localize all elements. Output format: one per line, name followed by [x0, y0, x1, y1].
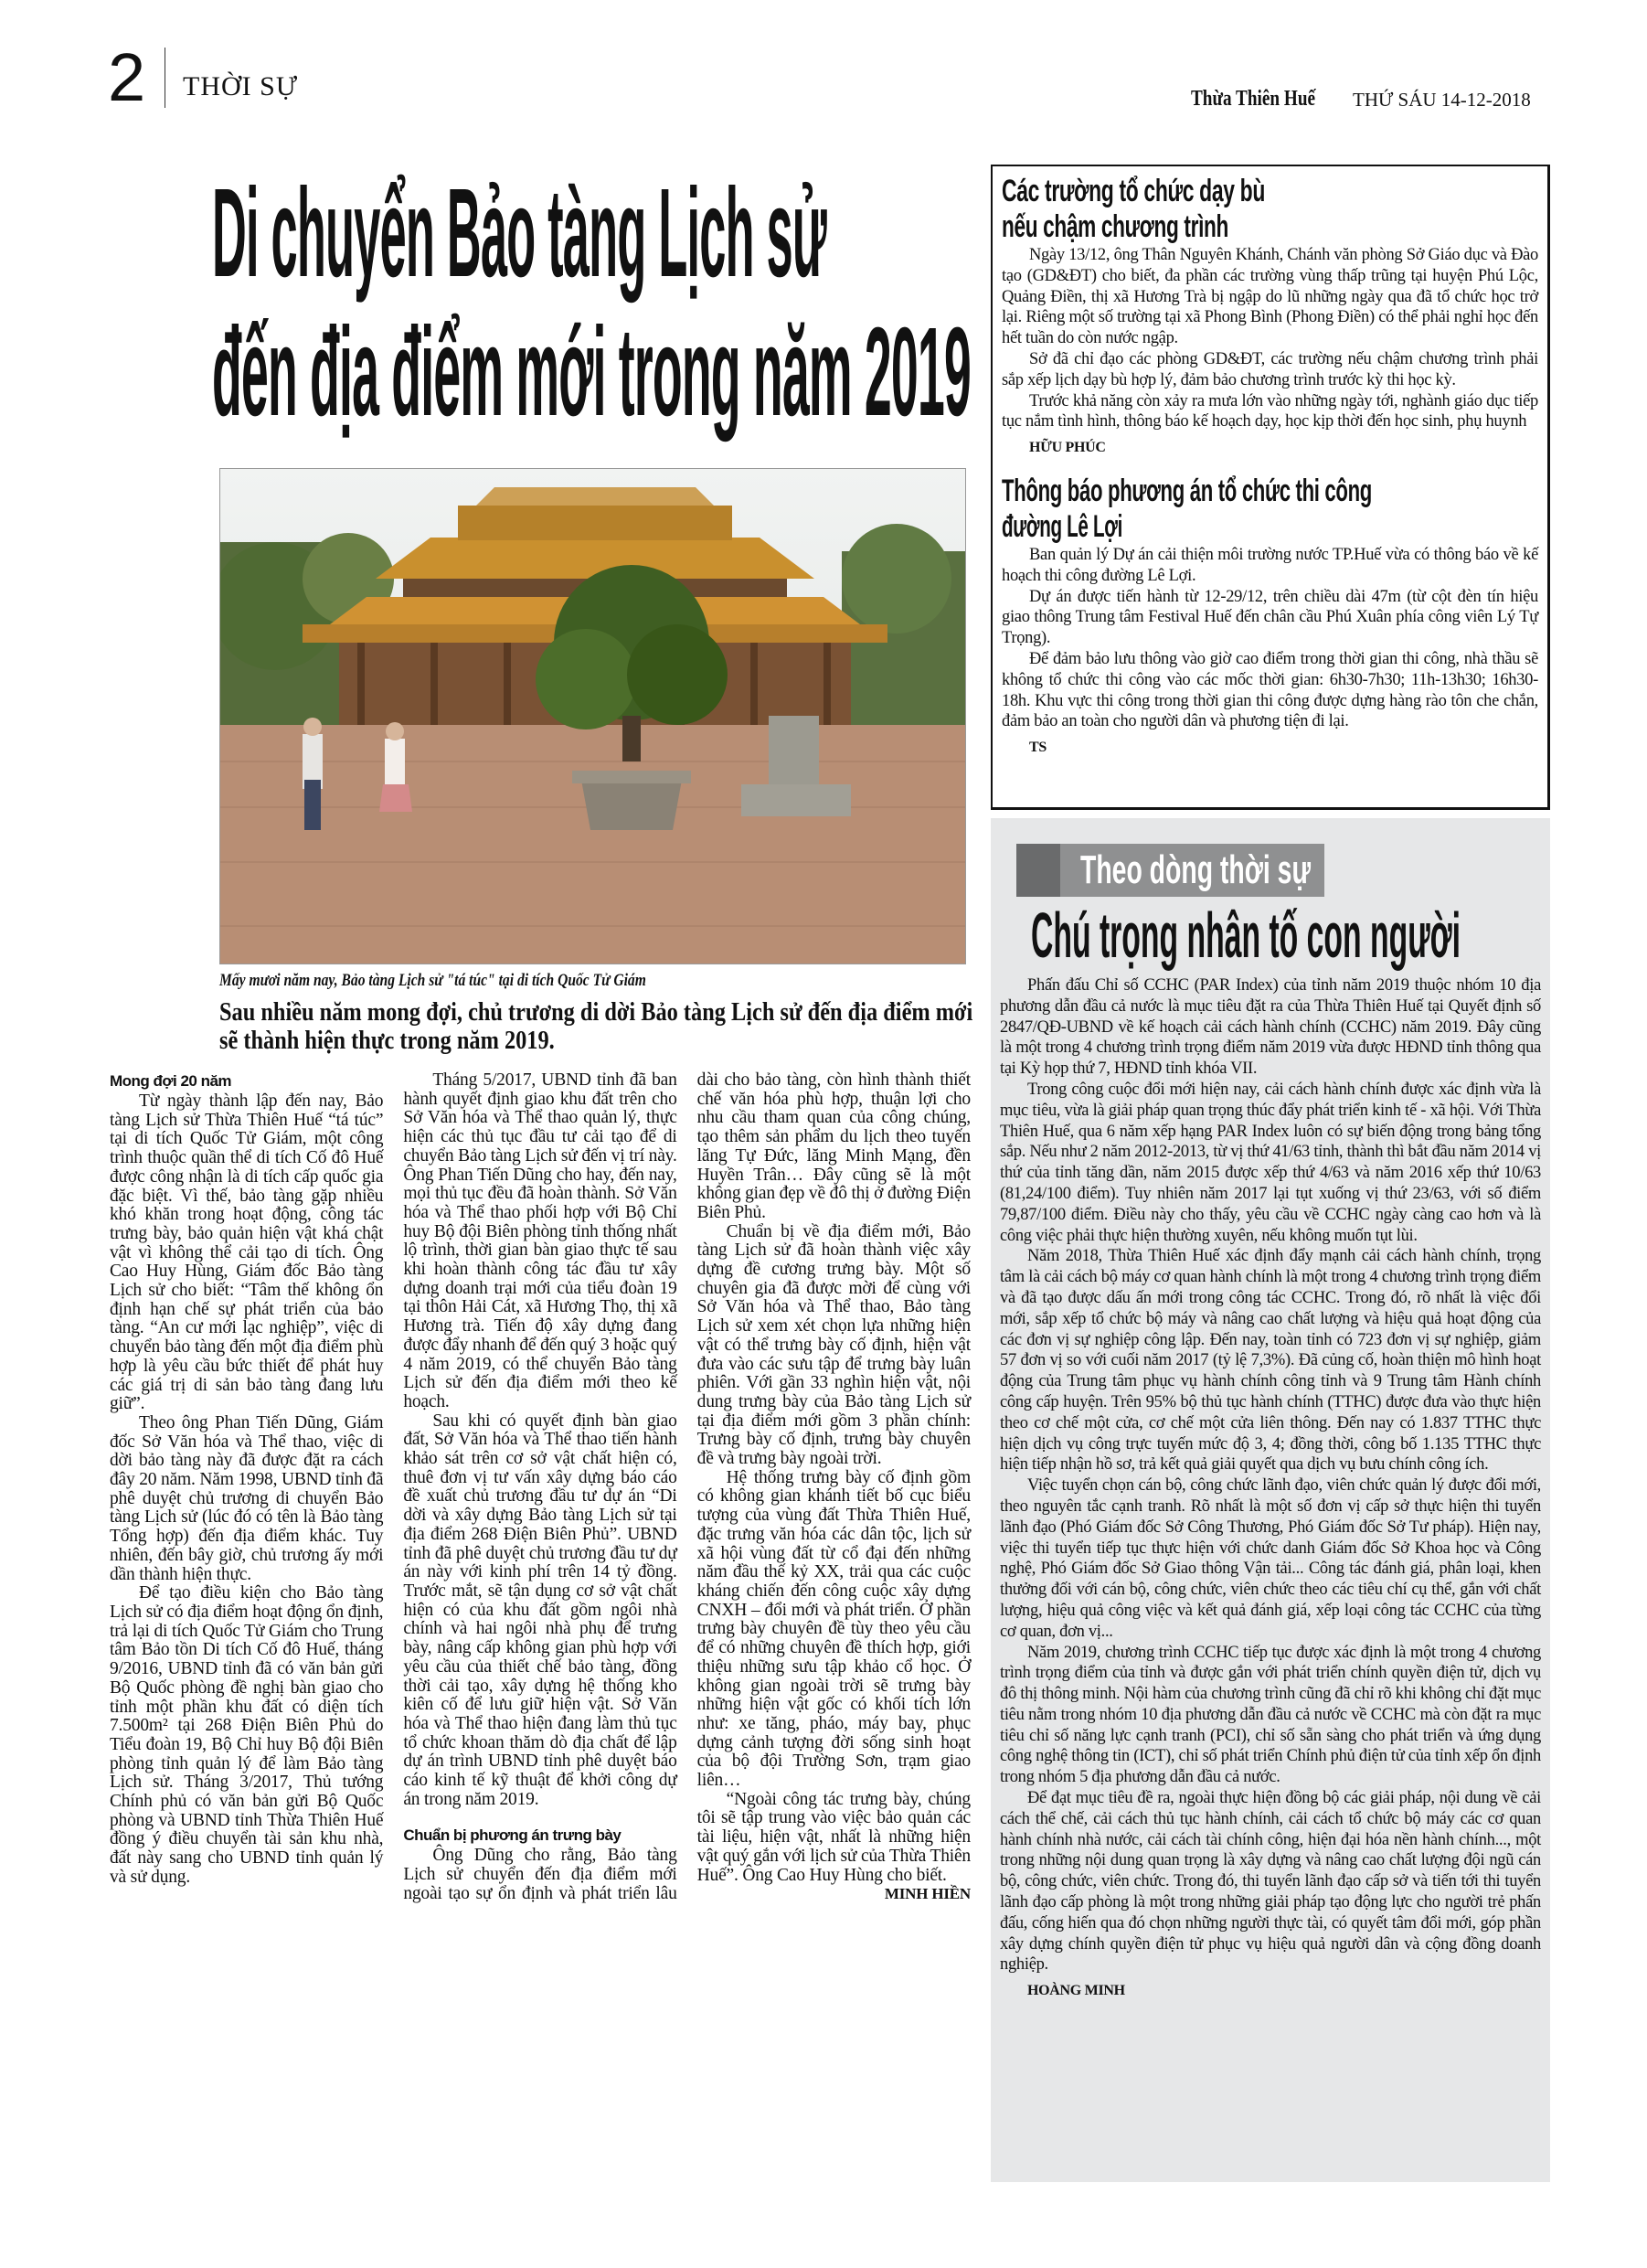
brief-title-line: nếu chậm chương trình: [1002, 209, 1228, 244]
paragraph: Năm 2018, Thừa Thiên Huế xác định đẩy mạnh cải cách hành chính, trọng tâm là cải cách bộ máy cơ quan hành chính là một trong 4 chương trình trọng điểm và đã tạo được dấu ấn mới trong công tác CCHC. Trong đó, rõ nhất là việc đổi mới, sắp xếp tổ chức bộ máy và nâng cao chất lượng và hiệu quả hoạt động của các đơn vị sự nghiệp công lập. Đến nay, toàn tỉnh có 723 đơn vị sự nghiệp, giảm 57 đơn vị so với cuối năm 2017 (tỷ lệ 7,3%). Đã củng cố, hoàn thiện mô hình hoạt động của Trung tâm phục vụ hành chính công tỉnh và 9 Trung tâm Hành chính công cấp huyện. Trên 95% bộ thủ tục hành chính (TTHC) được đưa vào thực hiện theo cơ chế một cửa, cơ chế một cửa liên thông. Đến nay có 1.837 TTHC thực hiện dịch vụ công trực tuyến mức độ 3, 4; đồng thời, công bố 1.135 TTHC thực hiện tiếp nhận hồ sơ, trả kết quả giải quyết qua dịch vụ bưu chính công ích.: [1000, 1247, 1541, 1475]
kicker-accent: [1016, 844, 1060, 897]
paragraph: Ban quản lý Dự án cải thiện môi trường nước TP.Huế vừa có thông báo về kế hoạch thi công đường Lê Lợi.: [1002, 545, 1538, 585]
paragraph: Năm 2019, chương trình CCHC tiếp tục được xác định là một trong 4 chương trình trọng điểm của tỉnh và được gắn với phát triển chính quyền điện tử, dịch vụ đô thị thông minh. Nội hàm của chương trình cũng đã chỉ rõ khi không chỉ đặt mục tiêu nằm trong nhóm 10 địa phương dẫn đầu cả nước về CCHC mà còn đặt ra mục tiêu chỉ số năng lực cạnh tranh (PCI), chỉ số sẵn sàng cho phát triển và ứng dụng công nghệ thông tin (ICT), chỉ số phát triển Chính phủ điện tử của tỉnh xếp ổn định trong nhóm 5 địa phương dẫn đầu cả nước.: [1000, 1643, 1541, 1787]
section-title: THỜI SỰ: [183, 71, 299, 101]
paragraph: Tháng 5/2017, UBND tỉnh đã ban hành quyết định giao khu đất trên cho Sở Văn hóa và Thể thao quản lý, thực hiện các thủ tục đầu tư cải tạo để di chuyển Bảo tàng Lịch sử đến vị trí này. Ông Phan Tiến Dũng cho hay, đến nay, mọi thủ tục đều đã hoàn thành. Sở Văn hóa và Thể thao phối hợp với Bộ Chỉ huy Bộ đội Biên phòng tỉnh thống nhất lộ trình, thời gian bàn giao thực tế sau khi hoàn thành công tác đầu tư xây dựng doanh trại mới của tiểu đoàn 19 tại thôn Hải Cát, xã Hương Thọ, thị xã Hương trà. Tiến độ xây dựng đang được đẩy nhanh để đến quý 3 hoặc quý 4 năm 2019, có thể chuyển Bảo tàng Lịch sử đến địa điểm mới theo kế hoạch.: [403, 1070, 677, 1411]
brief-le-loi-construction: [1002, 474, 1538, 759]
headline-line-2: đến địa điểm mới trong năm 2019: [212, 302, 971, 442]
article-lead: Sau nhiều năm mong đợi, chủ trương di dời Bảo tàng Lịch sử đến địa điểm mới sẽ thành hiện thực trong năm 2019.: [219, 997, 973, 1055]
newspaper-name: Thừa Thiên Huế: [1191, 87, 1316, 111]
brief-title-line: Các trường tổ chức dạy bù: [1002, 174, 1265, 208]
article-body: [110, 1071, 971, 1904]
main-headline: [212, 165, 971, 442]
paragraph: “Ngoài công tác trưng bày, chúng tôi sẽ tập trung vào việc bảo quản các tài liệu, hiện vật, nhất là những hiện vật quý gắn với lịch sử của Thừa Thiên Huế”. Ông Cao Huy Hùng cho biết.: [696, 1789, 971, 1885]
headline-line-1: Di chuyển Bảo tàng Lịch sử: [212, 163, 826, 303]
photo-quoc-tu-giam-image: [220, 469, 965, 964]
paragraph: Sau khi có quyết định bàn giao đất, Sở Văn hóa và Thể thao tiến hành khảo sát trên cơ sở vật chất hiện có, thuê đơn vị tư vấn xây dựng báo cáo đề xuất chủ trương đầu tư dự án “Di dời và xây dựng Bảo tàng Lịch sử tại địa điểm 268 Điện Biên Phủ”. UBND tỉnh đã phê duyệt chủ trương đầu tư dự án này với kinh phí trên 14 tỷ đồng. Trước mắt, sẽ tận dụng cơ sở vật chất hiện có của khu đất gồm ngôi nhà chính và hai ngôi nhà phụ để trưng bày, nâng cấp không gian phù hợp với yêu cầu của thiết chế bảo tàng, đồng thời cải tạo, xây dựng hệ thống kho kiên cố để lưu giữ hiện vật. Sở Văn hóa và Thể thao hiện đang làm thủ tục tổ chức khoan thăm dò địa chất để lập dự án trình UBND tỉnh phê duyệt báo cáo kinh tế kỹ thuật để khởi công dự án trong năm 2019.: [403, 1411, 677, 1809]
paragraph: Hệ thống trưng bày cố định gồm có không gian khánh tiết bố cục biểu tượng của vùng đất Thừa Thiên Huế, đặc trưng văn hóa các dân tộc, lịch sử xã hội vùng đất từ cổ đại đến những năm đầu thế kỷ XX, trải qua các cuộc kháng chiến đến công cuộc xây dựng CNXH – đổi mới và phát triển. Ở phần trưng bày chuyên đề tùy theo yêu cầu để có những chuyên đề thích hợp, giới thiệu những sưu tập khảo cổ học. Ở không gian ngoài trời sẽ trưng bày những hiện vật gốc có khối tích lớn như: xe tăng, pháo, máy bay, phục dựng cảnh tượng đời sống sinh hoạt của bộ đội Trường Sơn, trạm giao liên…: [696, 1467, 971, 1791]
column-title: Chú trọng nhân tố con người: [1031, 900, 1461, 971]
paragraph: Trong công cuộc đổi mới hiện nay, cải cách hành chính được xác định vừa là mục tiêu, vừa là giải pháp quan trọng thúc đẩy phát triển kinh tế - xã hội. Với Thừa Thiên Huế, qua 6 năm xếp hạng PAR Index luôn có sự biến động trong bảng tổng sắp. Nếu như 2 năm 2012-2013, từ vị thứ 41/63 tỉnh, thành thì bắt đầu năm 2014 vị thứ của tỉnh tăng dần, năm 2015 được xếp thứ 4/63 và năm 2016 xếp thứ 10/63 (81,24/100 điểm). Tuy nhiên năm 2017 lại tụt xuống vị thứ 23/63, với số điểm 79,87/100 điểm. Điều này cho thấy, yêu cầu về CCHC ngày càng cao hơn và là công việc phải thực hiện thường xuyên, nếu không muốn tụt lùi.: [1000, 1080, 1541, 1245]
paragraph: Việc tuyển chọn cán bộ, công chức lãnh đạo, viên chức quản lý được đổi mới, theo nguyên tắc cạnh tranh. Rõ nhất là một số đơn vị cấp sở thực hiện thi tuyển lãnh đạo (Phó Giám đốc Sở Công Thương, Phó Giám đốc Sở Tư pháp). Hiện nay, việc thi tuyển tiếp tục thực hiện với chức danh Giám đốc Sở Khoa học và Công nghệ, Phó Giám đốc Sở Giao thông Vận tải... Công tác đánh giá, phân loại, khen thưởng đối với cán bộ, công chức, viên chức theo các tiêu chí cụ thể, gắn với chất lượng, hiệu quả công việc và kết quả đánh giá, xếp loại công tác CCHC của từng cơ quan, đơn vị...: [1000, 1476, 1541, 1641]
paragraph: Theo ông Phan Tiến Dũng, Giám đốc Sở Văn hóa và Thể thao, việc di dời bảo tàng này đã được đặt ra cách đây 20 năm. Năm 1998, UBND tỉnh đã phê duyệt chủ trương di chuyển Bảo tàng Lịch sử (lúc đó có tên là Bảo tàng Tổng hợp) đến địa điểm khác. Tuy nhiên, đến bây giờ, chủ trương ấy mới dần thành hiện thực.: [110, 1412, 384, 1584]
subhead-mong-doi: Mong đợi 20 năm: [110, 1072, 232, 1090]
column-box: [991, 818, 1550, 2182]
paragraph: Để tạo điều kiện cho Bảo tàng Lịch sử có địa điểm hoạt động ổn định, trả lại di tích Quốc Tử Giám cho Trung tâm Bảo tồn Di tích Cố đô Huế, tháng 9/2016, UBND tỉnh đã có văn bản gửi Bộ Quốc phòng đề nghị bàn giao cho tỉnh một phần khu đất có diện tích 7.500m² tại 268 Điện Biên Phủ do Tiểu đoàn 19, Bộ Chỉ huy Bộ đội Biên phòng tỉnh quản lý để làm Bảo tàng Lịch sử. Tháng 3/2017, Thủ tướng Chính phủ có văn bản gửi Bộ Quốc phòng và UBND tỉnh Thừa Thiên Huế đồng ý điều chuyển tài sản khu nhà, đất này sang cho UBND tỉnh quản lý và sử dụng.: [110, 1583, 384, 1887]
paragraph: Ngày 13/12, ông Thân Nguyên Khánh, Chánh văn phòng Sở Giáo dục và Đào tạo (GD&ĐT) cho biết, đa phần các trường vùng thấp trũng tại huyện Phú Lộc, Quảng Điền, thị xã Hương Trà bị ngập do lũ những ngày qua đã tổ chức học trở lại. Riêng một số trường tại xã Phong Bình (Phong Điền) có thể phải nghỉ học đến hết tuần do còn nước ngập.: [1002, 246, 1538, 348]
column-author: HOÀNG MINH: [1027, 1983, 1125, 1999]
kicker-label: Theo dòng thời sự: [1080, 847, 1311, 892]
museum-photo: [219, 468, 966, 964]
paragraph: Sở đã chỉ đạo các phòng GD&ĐT, các trường nếu chậm chương trình phải sắp xếp lịch dạy bù hợp lý, đảm bảo chương trình trước kỳ thi học kỳ.: [1002, 349, 1538, 389]
issue-date: THỨ SÁU 14-12-2018: [1353, 89, 1531, 111]
photo-caption: Mấy mươi năm nay, Bảo tàng Lịch sử "tá túc" tại di tích Quốc Tử Giám: [219, 971, 646, 990]
paragraph: Để đạt mục tiêu đề ra, ngoài thực hiện đồng bộ các giải pháp, nội dung về cải cách thể chế, cải cách thủ tục hành chính, cải cách tổ chức bộ máy các cơ quan hành chính nhà nước, cải cách tài chính công, hiện đại hóa nền hành chính..., một trong những nội dung quan trọng là xây dựng và nâng cao chất lượng đội ngũ cán bộ, công chức, viên chức. Trong đó, thi tuyển lãnh đạo cấp sở và tiến tới thi tuyển lãnh đạo cấp phòng là một trong những giải pháp tạo động lực cho người trẻ phấn đấu, cống hiến qua đó chọn những người thực tài, có quyết tâm đổi mới, góp phần xây dựng chính quyền điện tử phục vụ hiệu quả người dân và cộng đồng doanh nghiệp.: [1000, 1789, 1541, 1975]
paragraph: Dự án được tiến hành từ 12-29/12, trên chiều dài 47m (từ cột đèn tín hiệu giao thông Trung tâm Festival Huế đến chân cầu Phú Xuân phía công viên Lý Tự Trọng).: [1002, 587, 1538, 648]
news-briefs-box: [991, 165, 1550, 810]
brief-author: TS: [1029, 740, 1047, 756]
brief-title: [1002, 474, 1538, 545]
brief-title-line: Thông báo phương án tổ chức thi công: [1002, 473, 1372, 508]
column-body: [1000, 975, 1541, 2002]
paragraph: Ông Dũng cho rằng, Bảo tàng Lịch sử chuyển đến địa điểm mới ngoài tạo sự ổn định và phát triển lâu dài cho bảo tàng, còn hình thành thiết chế văn hóa phù hợp, thuận lợi cho nhu cầu tham quan của công chúng, tạo thêm sản phẩm du lịch theo tuyến lăng Tự Đức, lăng Minh Mạng, đền Huyền Trân… Đây cũng sẽ là một không gian đẹp về đô thị ở đường Điện Biên Phủ.: [403, 1070, 971, 1903]
paragraph: Từ ngày thành lập đến nay, Bảo tàng Lịch sử Thừa Thiên Huế “tá túc” tại di tích Quốc Tử Giám, một công trình thuộc quần thể di tích Cố đô Huế được công nhận là di tích cấp quốc gia đặc biệt. Vì thế, bảo tàng gặp nhiều khó khăn trong hoạt động, công tác trưng bày, bảo quản hiện vật khá chật vật vì không thể cải tạo di tích. Ông Cao Huy Hùng, Giám đốc Bảo tàng Lịch sử cho biết: “Tâm thế không ổn định hạn chế sự phát triển của bảo tàng. “An cư mới lạc nghiệp”, việc di chuyển bảo tàng đến một địa điểm phù hợp là yêu cầu bức thiết để phát huy các giá trị di sản bảo tàng đang lưu giữ”.: [110, 1091, 384, 1414]
paragraph: Chuẩn bị về địa điểm mới, Bảo tàng Lịch sử đã hoàn thành việc xây dựng đề cương trưng bày. Một số chuyên gia đã được mời để cùng với Sở Văn hóa và Thể thao, Bảo tàng Lịch sử xem xét chọn lựa những hiện vật có thể trưng bày cố định, hiện vật đưa vào các sưu tập để trưng bày luân phiên. Với gần 33 nghìn hiện vật, nội dung trưng bày của Bảo tàng Lịch sử tại địa điểm mới gồm 3 phần chính: Trưng bày cố định, trưng bày chuyên đề và trưng bày ngoài trời.: [696, 1221, 971, 1469]
brief-title-line: đường Lê Lợi: [1002, 508, 1122, 544]
brief-title: [1002, 174, 1538, 245]
paragraph: Để đảm bảo lưu thông vào giờ cao điểm trong thời gian thi công, nhà thầu sẽ không tổ chức thi công vào các mốc thời gian: 6h30-7h30; 11h-13h30; 16h30-18h. Khu vực thi công trong thời gian thi công được dựng hàng rào tôn che chắn, đảm bảo an toàn cho người dân và phương tiện đi lại.: [1002, 649, 1538, 731]
column-kicker: [1016, 844, 1324, 897]
page-number: 2: [108, 39, 146, 115]
brief-author: HỮU PHÚC: [1029, 440, 1106, 456]
subhead-chuan-bi: Chuẩn bị phương án trưng bày: [403, 1826, 622, 1845]
paragraph: Phấn đấu Chỉ số CCHC (PAR Index) của tỉnh năm 2019 thuộc nhóm 10 địa phương dẫn đầu cả nước là mục tiêu đặt ra của Thừa Thiên Huế tại Quyết định số 2847/QĐ-UBND về kế hoạch cải cách hành chính (CCHC) năm 2019. Đây cũng là một trong 4 chương trình trọng điểm năm 2019 vừa được HĐND tỉnh thông qua tại Kỳ họp thứ 7, HĐND tỉnh khóa VII.: [1000, 976, 1541, 1079]
article-author: MINH HIỀN: [884, 1885, 971, 1903]
brief-school-makeup: [1002, 174, 1538, 459]
paragraph: Trước khả năng còn xảy ra mưa lớn vào những ngày tới, nghành giáo dục tiếp tục nắm tình hình, thông báo kế hoạch dạy, học kịp thời đến học sinh, phụ huynh: [1002, 391, 1538, 431]
